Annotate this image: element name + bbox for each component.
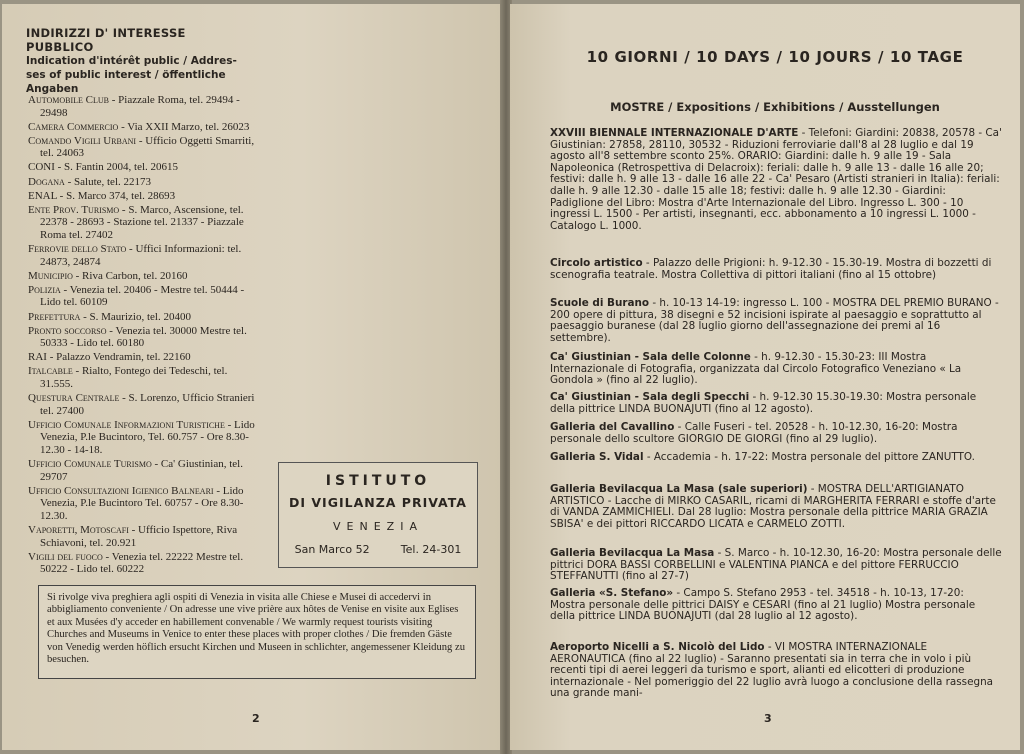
left-page [2, 4, 502, 750]
event-name: Galleria «S. Stefano» [550, 587, 674, 599]
page-number-left: 2 [252, 712, 260, 725]
address-entry [28, 392, 260, 417]
event-entry [550, 452, 1002, 464]
address-name: Automobile Club [28, 94, 109, 106]
istituto-line-2: DI VIGILANZA PRIVATA [288, 495, 467, 510]
address-entry [28, 284, 260, 309]
address-name: Polizia [28, 283, 61, 296]
address-entry [28, 365, 260, 390]
istituto-phone: Tel. 24-301 [400, 543, 462, 556]
address-text: - Lido Venezia, P.le Bucintoro, Tel. 60.757 - Ore 8.30-12.30 - 14-18. [40, 418, 255, 456]
istituto-vigilanza-ad [278, 462, 478, 568]
address-text: - S. Fantin 2004, tel. 20615 [54, 161, 179, 174]
address-name: RAI [28, 351, 47, 364]
address-text: - Piazzale Roma, tel. 29494 - 29498 [40, 94, 240, 119]
address-text: - Rialto, Fontego dei Tedeschi, tel. 31.555. [40, 365, 228, 390]
address-name: Ufficio Comunale Informazioni Turistiche [28, 418, 225, 431]
address-text: - Venezia tel. 20406 - Mestre tel. 50444 - Lido tel. 60109 [40, 283, 245, 309]
event-name: Circolo artistico [550, 257, 643, 269]
address-text: - Lido Venezia, P.le Bucintoro Tel. 60757 - Ore 8.30-12.30. [40, 484, 244, 522]
address-entry [28, 458, 260, 483]
event-entry [550, 258, 1002, 281]
event-text: - Campo S. Stefano 2953 - tel. 34518 - h. 10-13, 17-20: Mostra personale delle pittrici DAISY e CESARI (fino al 21 luglio) Mostra personale della pittrice LINDA BUONAJUTI (dal 28 luglio al 12 agosto). [550, 587, 976, 623]
address-list [28, 94, 260, 577]
event-text: - Accademia - h. 17-22: Mostra personale del pittore ZANUTTO. [643, 451, 975, 463]
address-entry [28, 176, 260, 189]
address-entry [28, 311, 260, 324]
address-text: - Salute, tel. 22173 [64, 175, 151, 188]
address-text: - Uffici Informazioni: tel. 24873, 24874 [40, 243, 242, 268]
event-entry [550, 548, 1002, 583]
header-line-1: INDIRIZZI D' INTERESSE PUBBLICO [26, 26, 186, 54]
address-name: Vaporetti, Motoscafi [28, 524, 129, 536]
event-name: XXVIII BIENNALE INTERNAZIONALE D'ARTE [550, 127, 799, 139]
event-text: - h. 9-12.30 - 15.30-23: III Mostra Internazionale di Fotografia, organizzata dal Circolo Fotografico Veneziano « La Gondola » (fino al 22 luglio). [550, 351, 962, 387]
address-entry [28, 161, 260, 174]
address-entry [28, 190, 260, 203]
address-text: - Ca' Giustinian, tel. 29707 [40, 458, 243, 483]
address-text: - Ufficio Oggetti Smarriti, tel. 24063 [40, 134, 255, 160]
address-text: - S. Marco, Ascensione, tel. 22378 - 28693 - Stazione tel. 21337 - Piazzale Roma tel. 27402 [40, 203, 244, 241]
event-text: - S. Marco - h. 10-12.30, 16-20: Mostra personale delle pittrici DORA BASSI CORBELLINI e VALENTINA PIANCA e del pittore FERRUCCIO STEFFANUTTI (fino al 27-7) [550, 547, 1002, 583]
event-text: - Palazzo delle Prigioni: h. 9-12.30 - 15.30-19. Mostra di bozzetti di scenografia teatrale. Mostra Collettiva di pittori italiani (fino al 15 ottobre) [550, 257, 992, 281]
page-number-right: 3 [764, 712, 772, 725]
address-name: Camera Commercio [28, 120, 119, 133]
address-text: - Ufficio Ispettore, Riva Schiavoni, tel. 20.921 [40, 524, 238, 549]
event-name: Galleria S. Vidal [550, 451, 644, 463]
address-name: Municipio [28, 269, 73, 282]
header-line-4: Angaben [26, 83, 79, 95]
address-text: - Venezia tel. 22222 Mestre tel. 50222 - Lido tel. 60222 [40, 550, 244, 576]
event-entry [550, 422, 1002, 445]
event-text: - h. 9-12.30 15.30-19.30: Mostra personale della pittrice LINDA BUONAJUTI (fino al 12 agosto). [550, 391, 977, 415]
event-entry [550, 352, 1002, 387]
event-entry [550, 484, 1002, 530]
address-name: Italcable [28, 365, 73, 378]
address-entry [28, 351, 260, 364]
address-text: - S. Marco 374, tel. 28693 [56, 189, 176, 202]
event-text: - VI MOSTRA INTERNAZIONALE AERONAUTICA (fino al 22 luglio) - Saranno presentati sia in terra che in volo i più recenti tipi di aerei leggeri da turismo e sport, alianti ed elicotteri di produzione internazionale - Nel pomeriggio del 22 luglio avrà luogo a conclusione della rassegna una grande mani- [550, 641, 994, 700]
address-name: Pronto soccorso [28, 324, 107, 337]
page-title: 10 GIORNI / 10 DAYS / 10 JOURS / 10 TAGE [586, 48, 964, 66]
address-entry [28, 135, 260, 160]
event-name: Scuole di Burano [550, 297, 650, 309]
address-name: Ufficio Comunale Turismo [28, 458, 152, 471]
event-entry [550, 298, 1002, 344]
address-entry [28, 485, 260, 523]
address-name: Ufficio Consultazioni Igienico Balneari [28, 484, 214, 497]
address-text: - Palazzo Vendramin, tel. 22160 [46, 351, 191, 364]
address-text: - Venezia tel. 30000 Mestre tel. 50333 - Lido tel. 60180 [40, 324, 247, 350]
address-text: - S. Lorenzo, Ufficio Stranieri tel. 27400 [40, 392, 255, 417]
event-name: Aeroporto Nicelli a S. Nicolò del Lido [550, 641, 765, 653]
address-entry [28, 524, 260, 549]
event-entry [550, 392, 1002, 415]
event-name: Galleria Bevilacqua La Masa [550, 547, 715, 559]
event-name: Galleria Bevilacqua La Masa (sale superiori) [550, 483, 808, 495]
event-entry [550, 128, 1002, 232]
address-text: - S. Maurizio, tel. 20400 [80, 310, 191, 323]
address-name: Ferrovie dello Stato [28, 243, 127, 256]
section-heading: MOSTRE / Expositions / Exhibitions / Ausstellungen [610, 100, 940, 114]
event-entry [550, 642, 1002, 700]
dress-code-note: Si rivolge viva preghiera agli ospiti di Venezia in visita alle Chiese e Musei di accedervi in abbigliamento conveniente / On adresse une vive prière aux hôtes de Venise en visite aux Eglises et aux Musées d'y acceder en habillement convenable / We warmly request tourists visiting Churches and Museums in Venice to enter these places with proper clothes / Die fremden Gäste von Venedig werden höflich ersucht Kirchen und Museen in schlichter, angemessener Kleidung zu besuchen. [38, 585, 476, 679]
address-entry [28, 94, 260, 119]
istituto-city: VENEZIA [333, 520, 423, 533]
address-entry [28, 551, 260, 576]
event-text: - MOSTRA DELL'ARTIGIANATO ARTISTICO - Lacche di MIRKO CASARIL, ricami di MARGHERITA FERRARI e stoffe d'arte di VANDA ZAMMICHIELI. Dal 28 luglio: Mostra personale della pittrice MARIA GRAZIA SBISA' e dei pittori RICCARDO LICATA e CARMELO ZOTTI. [550, 483, 996, 530]
address-text: - Via XXII Marzo, tel. 26023 [118, 120, 250, 133]
event-entry [550, 588, 1002, 623]
header-line-2: Indication d'intérêt public / Addres- [26, 55, 237, 67]
istituto-line-1: ISTITUTO [325, 473, 431, 489]
address-name: Dogana [28, 175, 65, 188]
event-name: Galleria del Cavallino [550, 421, 675, 433]
address-name: Questura Centrale [28, 392, 120, 405]
address-name: Ente Prov. Turismo [28, 203, 120, 216]
event-text: - Calle Fuseri - tel. 20528 - h. 10-12.30, 16-20: Mostra personale dello scultore GIORGIO DE GIORGI (fino al 29 luglio). [550, 421, 958, 445]
address-entry [28, 121, 260, 134]
event-name: Ca' Giustinian - Sala delle Colonne [550, 351, 751, 363]
address-entry [28, 204, 260, 242]
event-name: Ca' Giustinian - Sala degli Specchi [550, 391, 750, 403]
right-page [510, 4, 1020, 750]
address-name: ENAL [28, 189, 57, 202]
address-entry [28, 270, 260, 283]
event-text: - Telefoni: Giardini: 20838, 20578 - Ca' Giustinian: 27858, 28110, 30532 - Riduzioni ferroviarie dall'8 al 28 luglio e dal 19 agosto all'8 settembre sconto 25%. ORARIO: Giardini: dalle h. 9 alle 19 - Sala Napoleonica (Retrospettiva di Delacroix): feriali: dalle h. 9 alle 13 - dalle 16 alle 20; festivi: dalle h. 9 alle 13 - dalle 16 alle 22 - Ca' Pesaro (Artisti stranieri in Italia): feriali: dalle h. 9 alle 12.30 - dalle 15 alle 18; festivi: dalle h. 9 alle 12.30 - Giardini: Padiglione del Libro: Mostra d'Arte Internazionale del Libro. Ingresso L. 300 - 10 ingressi L. 1500 - Per artisti, insegnanti, ecc. abbonamento a 10 ingressi L. 1000 - Catalogo L. 1000. [550, 127, 1002, 232]
public-interest-header [26, 26, 256, 96]
istituto-address: San Marco 52 [294, 543, 370, 556]
address-text: - Riva Carbon, tel. 20160 [72, 269, 188, 282]
address-name: Comando Vigili Urbani [28, 134, 137, 147]
address-entry [28, 419, 260, 457]
address-name: CONI [28, 161, 55, 174]
address-name: Prefettura [28, 310, 81, 323]
header-line-3: ses of public interest / öffentliche [26, 69, 226, 81]
address-name: Vigili del fuoco [28, 550, 103, 563]
address-entry [28, 243, 260, 268]
address-entry [28, 325, 260, 350]
event-text: - h. 10-13 14-19: ingresso L. 100 - MOSTRA DEL PREMIO BURANO - 200 opere di pittura, 38 disegni e 52 incisioni ispirate al paesaggio e soprattutto al paesaggio buranese (dal 28 luglio giorno dell'assegnazione dei premi al 16 settembre). [550, 297, 999, 344]
